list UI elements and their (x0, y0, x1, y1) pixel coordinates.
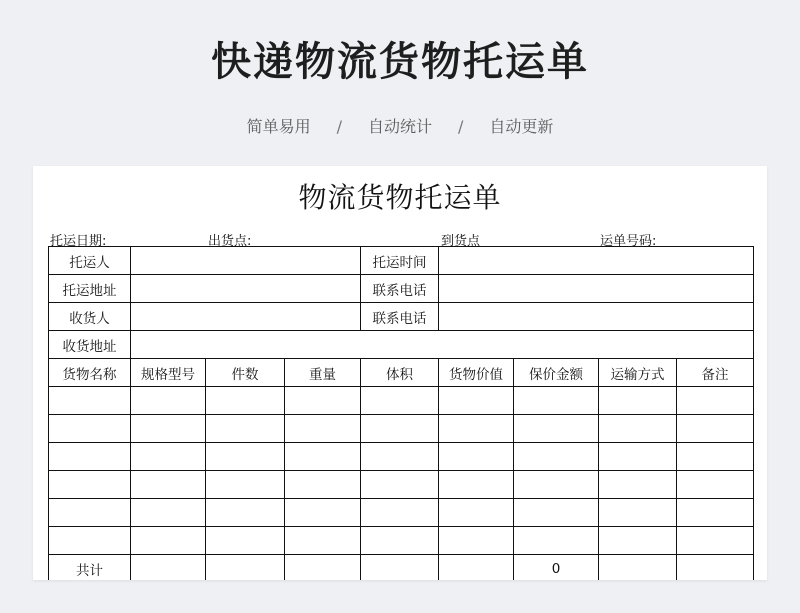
table-cell[interactable] (206, 527, 285, 555)
sheet-title: 物流货物托运单 (298, 181, 502, 214)
destination-label: 到货点 (441, 234, 481, 249)
table-cell[interactable] (131, 415, 206, 443)
consignee-phone-input[interactable] (439, 303, 754, 331)
table-cell[interactable] (514, 527, 599, 555)
table-cell[interactable] (514, 387, 599, 415)
table-cell[interactable] (439, 527, 514, 555)
table-cell[interactable] (131, 499, 206, 527)
table-cell[interactable] (49, 471, 131, 499)
table-cell[interactable] (677, 443, 754, 471)
tag-separator: / (458, 117, 464, 136)
table-row (49, 387, 754, 415)
table-cell[interactable] (131, 471, 206, 499)
table-cell[interactable] (439, 471, 514, 499)
ship-date-label: 托运日期: (50, 234, 107, 249)
table-cell[interactable] (677, 387, 754, 415)
shipper-address-label: 托运地址 (49, 275, 131, 303)
table-cell[interactable] (677, 415, 754, 443)
table-cell[interactable] (361, 555, 439, 581)
page-title: 快递物流货物托运单 (211, 39, 589, 85)
table-cell[interactable] (361, 387, 439, 415)
table-cell[interactable] (677, 555, 754, 581)
table-row (49, 247, 754, 275)
tag-separator: / (336, 117, 342, 136)
table-row (49, 303, 754, 331)
table-cell[interactable] (206, 443, 285, 471)
tag-auto-update: 自动更新 (489, 117, 554, 136)
table-cell[interactable] (677, 471, 754, 499)
col-remarks: 备注 (677, 359, 754, 387)
consignee-address-label: 收货地址 (49, 331, 131, 359)
table-row (49, 275, 754, 303)
shipper-label: 托运人 (49, 247, 131, 275)
table-cell[interactable] (439, 387, 514, 415)
table-cell[interactable] (206, 415, 285, 443)
table-cell[interactable] (514, 471, 599, 499)
tag-easy: 简单易用 (246, 117, 311, 136)
consignee-address-input[interactable] (131, 331, 754, 359)
table-cell[interactable] (599, 443, 677, 471)
table-row (49, 443, 754, 471)
table-cell[interactable] (285, 471, 361, 499)
shipper-phone-label: 联系电话 (361, 275, 439, 303)
table-cell[interactable] (131, 555, 206, 581)
col-goods-name: 货物名称 (49, 359, 131, 387)
table-cell[interactable] (49, 415, 131, 443)
shipper-input[interactable] (131, 247, 361, 275)
ship-time-label: 托运时间 (361, 247, 439, 275)
table-cell[interactable] (49, 443, 131, 471)
table-cell[interactable] (131, 527, 206, 555)
table-cell[interactable] (285, 415, 361, 443)
shipper-address-input[interactable] (131, 275, 361, 303)
table-cell[interactable] (439, 499, 514, 527)
table-row (49, 527, 754, 555)
tag-auto-stats: 自动统计 (367, 117, 432, 136)
table-row (49, 415, 754, 443)
total-row (49, 555, 754, 581)
table-cell[interactable] (599, 387, 677, 415)
table-cell[interactable] (206, 499, 285, 527)
table-cell[interactable] (49, 499, 131, 527)
table-cell[interactable] (285, 527, 361, 555)
table-cell[interactable] (439, 443, 514, 471)
table-cell[interactable] (514, 443, 599, 471)
col-volume: 体积 (361, 359, 439, 387)
column-header-row (49, 359, 754, 387)
table-row (49, 471, 754, 499)
table-cell[interactable] (677, 499, 754, 527)
ship-time-input[interactable] (439, 247, 754, 275)
table-cell[interactable] (206, 555, 285, 581)
table-cell[interactable] (206, 471, 285, 499)
waybill-number-label: 运单号码: (600, 234, 657, 249)
consignee-label: 收货人 (49, 303, 131, 331)
consignee-input[interactable] (131, 303, 361, 331)
table-cell[interactable] (131, 387, 206, 415)
table-cell[interactable] (599, 499, 677, 527)
col-weight: 重量 (285, 359, 361, 387)
table-cell[interactable] (285, 555, 361, 581)
shipper-phone-input[interactable] (439, 275, 754, 303)
table-cell[interactable] (361, 415, 439, 443)
table-cell[interactable] (599, 527, 677, 555)
table-row (49, 499, 754, 527)
col-quantity: 件数 (206, 359, 285, 387)
table-cell[interactable] (361, 443, 439, 471)
table-cell[interactable] (599, 415, 677, 443)
table-cell[interactable] (677, 527, 754, 555)
table-cell[interactable] (285, 443, 361, 471)
table-cell[interactable] (49, 387, 131, 415)
total-insured-value: 0 (514, 555, 599, 581)
table-cell[interactable] (131, 443, 206, 471)
col-spec-model: 规格型号 (131, 359, 206, 387)
table-cell[interactable] (439, 555, 514, 581)
consignee-phone-label: 联系电话 (361, 303, 439, 331)
tagline (0, 114, 800, 137)
table-row (49, 331, 754, 359)
table-cell[interactable] (285, 499, 361, 527)
col-goods-value: 货物价值 (439, 359, 514, 387)
table-cell[interactable] (285, 387, 361, 415)
waybill-sheet (33, 166, 767, 580)
total-label: 共计 (49, 555, 131, 581)
origin-label: 出货点: (208, 234, 252, 249)
table-cell[interactable] (514, 499, 599, 527)
table-cell[interactable] (599, 555, 677, 581)
table-cell[interactable] (439, 415, 514, 443)
table-cell[interactable] (514, 415, 599, 443)
table-cell[interactable] (361, 527, 439, 555)
table-cell[interactable] (361, 499, 439, 527)
table-cell[interactable] (206, 387, 285, 415)
table-cell[interactable] (599, 471, 677, 499)
waybill-table (48, 246, 754, 580)
col-transport-mode: 运输方式 (599, 359, 677, 387)
table-cell[interactable] (49, 527, 131, 555)
col-insured-amount: 保价金额 (514, 359, 599, 387)
table-cell[interactable] (361, 471, 439, 499)
